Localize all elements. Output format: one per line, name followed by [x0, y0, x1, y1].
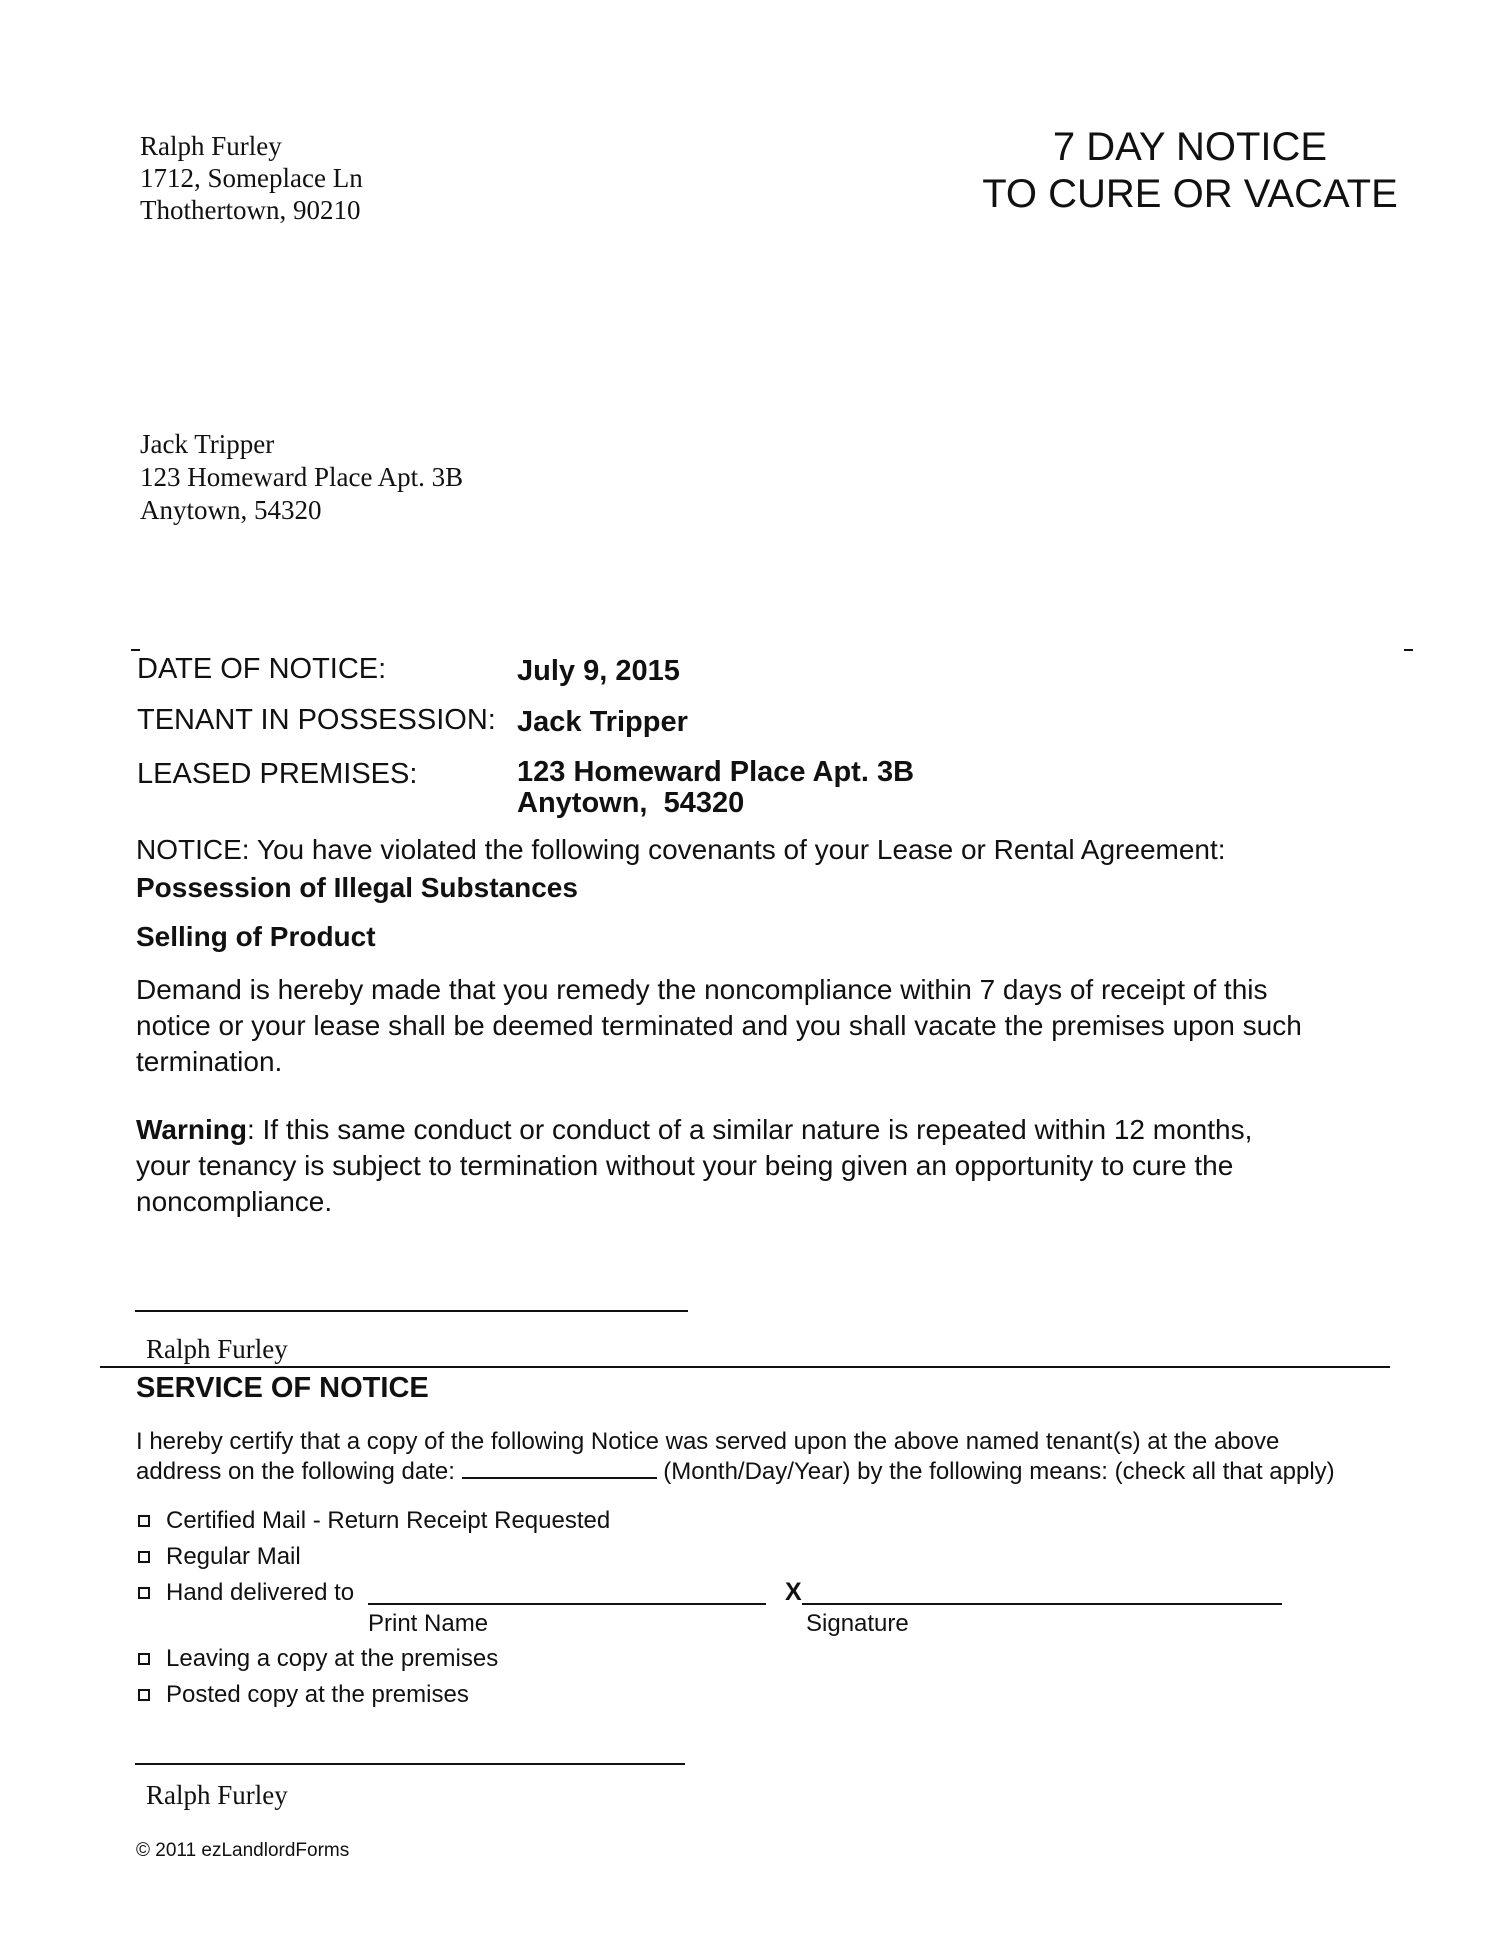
option-certified-mail[interactable]: [138, 1507, 610, 1535]
date-of-notice-value: July 9, 2015: [517, 655, 680, 687]
warning-line: noncompliance.: [136, 1186, 333, 1217]
warning-label: Warning: [136, 1114, 247, 1145]
recipient-address-line2: Anytown, 54320: [140, 495, 322, 525]
notice-title-line2: TO CURE OR VACATE: [982, 172, 1398, 216]
certify-text: [136, 1427, 1416, 1487]
demand-paragraph: [136, 972, 1406, 1080]
landlord-signature-line-2[interactable]: [135, 1763, 685, 1765]
service-heading: SERVICE OF NOTICE: [136, 1372, 429, 1404]
notice-title-line1: 7 DAY NOTICE: [1052, 125, 1328, 169]
landlord-signature-line[interactable]: [135, 1310, 688, 1312]
landlord-name-2: Ralph Furley: [146, 1780, 288, 1810]
landlord-name: Ralph Furley: [146, 1334, 288, 1364]
tenant-value: Jack Tripper: [517, 706, 688, 738]
notice-intro: NOTICE: You have violated the following covenants of your Lease or Rental Agreement:: [136, 834, 1226, 865]
print-name-caption: Print Name: [368, 1610, 489, 1637]
certify-line: address on the following date:: [136, 1458, 455, 1485]
leased-premises-line1: 123 Homeward Place Apt. 3B: [517, 756, 915, 788]
recipient-name: Jack Tripper: [140, 429, 275, 459]
warning-paragraph: [136, 1112, 1406, 1220]
margin-tick-right: [1404, 649, 1413, 651]
demand-line: Demand is hereby made that you remedy the noncompliance within 7 days of receipt of this: [136, 974, 1268, 1005]
option-posted-copy[interactable]: [138, 1681, 469, 1709]
checkbox-icon[interactable]: [138, 1689, 150, 1701]
warning-line: your tenancy is subject to termination without your being given an opportunity to cure the: [136, 1150, 1234, 1181]
demand-line: notice or your lease shall be deemed terminated and you shall vacate the premises upon such: [136, 1010, 1302, 1041]
sender-address: [140, 130, 363, 226]
option-label: Certified Mail - Return Receipt Requested: [166, 1507, 611, 1534]
warning-line: : If this same conduct or conduct of a similar nature is repeated within 12 months,: [246, 1114, 1253, 1145]
recipient-address-line1: 123 Homeward Place Apt. 3B: [140, 462, 464, 492]
copyright-footer: © 2011 ezLandlordForms: [136, 1840, 350, 1861]
option-hand-delivered[interactable]: [138, 1579, 354, 1607]
option-label: Posted copy at the premises: [166, 1681, 469, 1708]
checkbox-icon[interactable]: [138, 1587, 150, 1599]
margin-tick-left: [131, 649, 140, 651]
certify-line: I hereby certify that a copy of the following Notice was served upon the above named tenant(s) at the above: [136, 1428, 1280, 1455]
option-leaving-copy[interactable]: [138, 1645, 498, 1673]
option-label: Regular Mail: [166, 1543, 301, 1570]
sender-address-line2: Thothertown, 90210: [140, 195, 361, 225]
certify-line: (Month/Day/Year) by the following means: (check all that apply): [663, 1458, 1335, 1485]
option-label: Leaving a copy at the premises: [166, 1645, 499, 1672]
server-signature-line[interactable]: [802, 1603, 1282, 1605]
sender-address-line1: 1712, Someplace Ln: [140, 163, 363, 193]
violation-item: Possession of Illegal Substances: [136, 872, 578, 903]
recipient-address: [140, 428, 463, 527]
checkbox-icon[interactable]: [138, 1515, 150, 1527]
signature-caption: Signature: [806, 1610, 909, 1637]
demand-line: termination.: [136, 1046, 283, 1077]
leased-premises-line2: Anytown, 54320: [517, 787, 745, 819]
option-regular-mail[interactable]: [138, 1543, 301, 1571]
section-divider: [100, 1366, 1390, 1368]
checkbox-icon[interactable]: [138, 1551, 150, 1563]
print-name-line[interactable]: [368, 1603, 766, 1605]
tenant-label: TENANT IN POSSESSION:: [137, 704, 496, 736]
violation-item: Selling of Product: [136, 921, 376, 952]
leased-premises-label: LEASED PREMISES:: [137, 758, 418, 790]
signature-x-mark: X: [785, 1578, 802, 1606]
leased-premises-value: [517, 757, 914, 819]
notice-title: [960, 124, 1420, 218]
option-label: Hand delivered to: [166, 1579, 355, 1606]
sender-name: Ralph Furley: [140, 131, 282, 161]
checkbox-icon[interactable]: [138, 1653, 150, 1665]
date-of-notice-label: DATE OF NOTICE:: [137, 653, 387, 685]
service-date-field[interactable]: [462, 1457, 657, 1479]
